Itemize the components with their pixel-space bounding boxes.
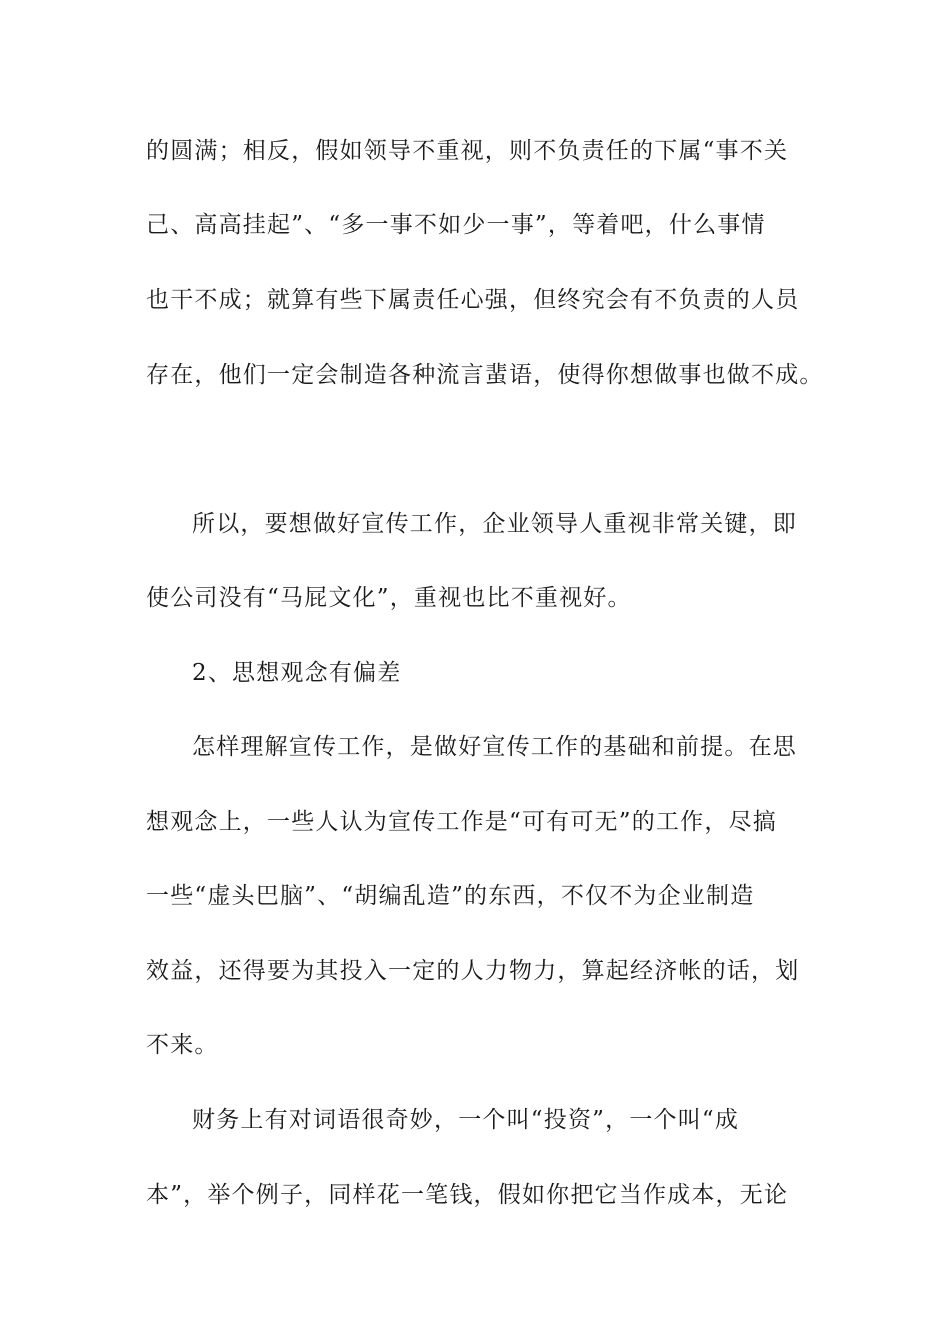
paragraph-line: 存在，他们一定会制造各种流言蜚语，使得你想做事也做不成。 [146, 362, 824, 388]
paragraph-line: 本”，举个例子，同样花一笔钱，假如你把它当作成本，无论 [146, 1182, 789, 1208]
paragraph-line: 也干不成；就算有些下属责任心强，但终究会有不负责的人员 [146, 287, 800, 313]
paragraph-line: 财务上有对词语很奇妙，一个叫“投资”，一个叫“成 [192, 1107, 740, 1133]
paragraph-line: 的圆满；相反，假如领导不重视，则不负责任的下属“事不关 [146, 138, 789, 164]
section-heading: 2、思想观念有偏差 [192, 660, 402, 686]
paragraph-line: 怎样理解宣传工作，是做好宣传工作的基础和前提。在思 [192, 734, 797, 760]
paragraph-line: 不来。 [146, 1032, 219, 1058]
paragraph-line: 所以，要想做好宣传工作，企业领导人重视非常关键，即 [192, 511, 797, 537]
paragraph-line: 想观念上，一些人认为宣传工作是“可有可无”的工作，尽搞 [146, 809, 777, 835]
paragraph-line: 己、高高挂起”、“多一事不如少一事”，等着吧，什么事情 [146, 212, 766, 238]
paragraph-line: 效益，还得要为其投入一定的人力物力，算起经济帐的话，划 [146, 958, 800, 984]
paragraph-line: 一些“虚头巴脑”、“胡编乱造”的东西，不仅不为企业制造 [146, 883, 755, 909]
paragraph-line: 使公司没有“马屁文化”，重视也比不重视好。 [146, 585, 632, 611]
